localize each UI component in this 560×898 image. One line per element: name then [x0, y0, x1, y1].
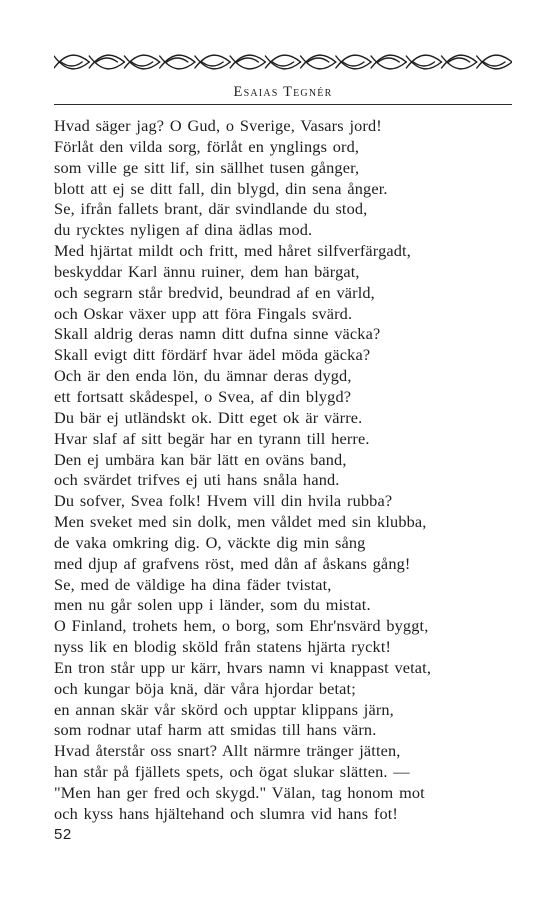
poem-line: Skall evigt ditt fördärf hvar ädel möda gäcka?	[54, 345, 371, 365]
poem-line: Med hjärtat mildt och fritt, med håret silfverfärgadt,	[54, 241, 411, 261]
poem-line: Du bär ej utländskt ok. Ditt eget ok är värre.	[54, 407, 363, 427]
poem-line: O Finland, trohets hem, o borg, som Ehr'nsvärd byggt,	[54, 616, 429, 636]
poem-line: Men sveket med sin dolk, men våldet med sin klubba,	[54, 512, 427, 532]
poem-line: du rycktes nyligen af dina ädlas mod.	[54, 220, 313, 240]
poem-line: En tron står upp ur kärr, hvars namn vi knappast vetat,	[54, 657, 432, 677]
poem-line: som rodnar utaf harm att smidas till hans värn.	[54, 720, 377, 740]
poem-line: och kyss hans hjältehand och slumra vid hans fot!	[54, 803, 399, 823]
poem-line: blott att ej se ditt fall, din blygd, din sena ånger.	[54, 178, 388, 198]
poem-line: Hvar slaf af sitt begär har en tyrann till herre.	[54, 428, 370, 448]
poem-line: en annan skär vår skörd och upptar klippans järn,	[54, 699, 394, 719]
poem-line: och svärdet trifves ej uti hans snåla hand.	[54, 470, 340, 490]
poem-line: Skall aldrig deras namn ditt dufna sinne väcka?	[54, 324, 381, 344]
poem-line: de vaka omkring dig. O, väckte dig min sång	[54, 532, 366, 552]
poem-line: Den ej umbära kan bär lätt en oväns band,	[54, 449, 347, 469]
poem-line: "Men han ger fred och skygd." Välan, tag honom mot	[54, 783, 425, 802]
poem-line: Förlåt den vilda sorg, förlåt en ynglings ord,	[54, 136, 360, 156]
poem-line: Hvad återstår oss snart? Allt närmre tränger jätten,	[54, 741, 401, 761]
poem-line: med djup af grafvens röst, med dån af åskans gång!	[54, 553, 411, 573]
poem-line: men nu går solen upp i länder, som du mistat.	[54, 595, 371, 615]
poem-line: Se, med de väldige ha dina fäder tvistat,	[54, 574, 332, 594]
poem-line: Och är den enda lön, du ämnar deras dygd,	[54, 366, 352, 386]
poem-line: nyss lik en blodig sköld från statens hjärta ryckt!	[54, 637, 392, 657]
poem-line: Du sofver, Svea folk! Hvem vill din hvila rubba?	[54, 491, 393, 511]
poem-line: Hvad säger jag? O Gud, o Sverige, Vasars jord!	[54, 116, 382, 135]
page-number: 52	[54, 826, 72, 843]
poem-line: han står på fjällets spets, och ögat slukar slätten. —	[54, 762, 410, 782]
poem-line: och segrarn står bredvid, beundrad af en värld,	[54, 282, 375, 302]
interlaced-knot-ornament	[54, 50, 512, 74]
header-rule	[54, 104, 512, 105]
poem-line: ett fortsatt skådespel, o Svea, af din blygd?	[54, 386, 352, 406]
poem-line: beskyddar Karl ännu ruiner, dem han bärgat,	[54, 261, 360, 281]
poem-line: Se, ifrån fallets brant, där svindlande du stod,	[54, 199, 368, 219]
poem-line: som ville ge sitt lif, sin sällhet tusen gånger,	[54, 157, 360, 177]
poem-line: och Oskar växer upp att föra Fingals svärd.	[54, 303, 353, 323]
running-title: Esaias Tegnér	[233, 84, 333, 100]
poem-body	[54, 116, 524, 825]
poem-line: och kungar böja knä, där våra hjordar betat;	[54, 678, 356, 698]
